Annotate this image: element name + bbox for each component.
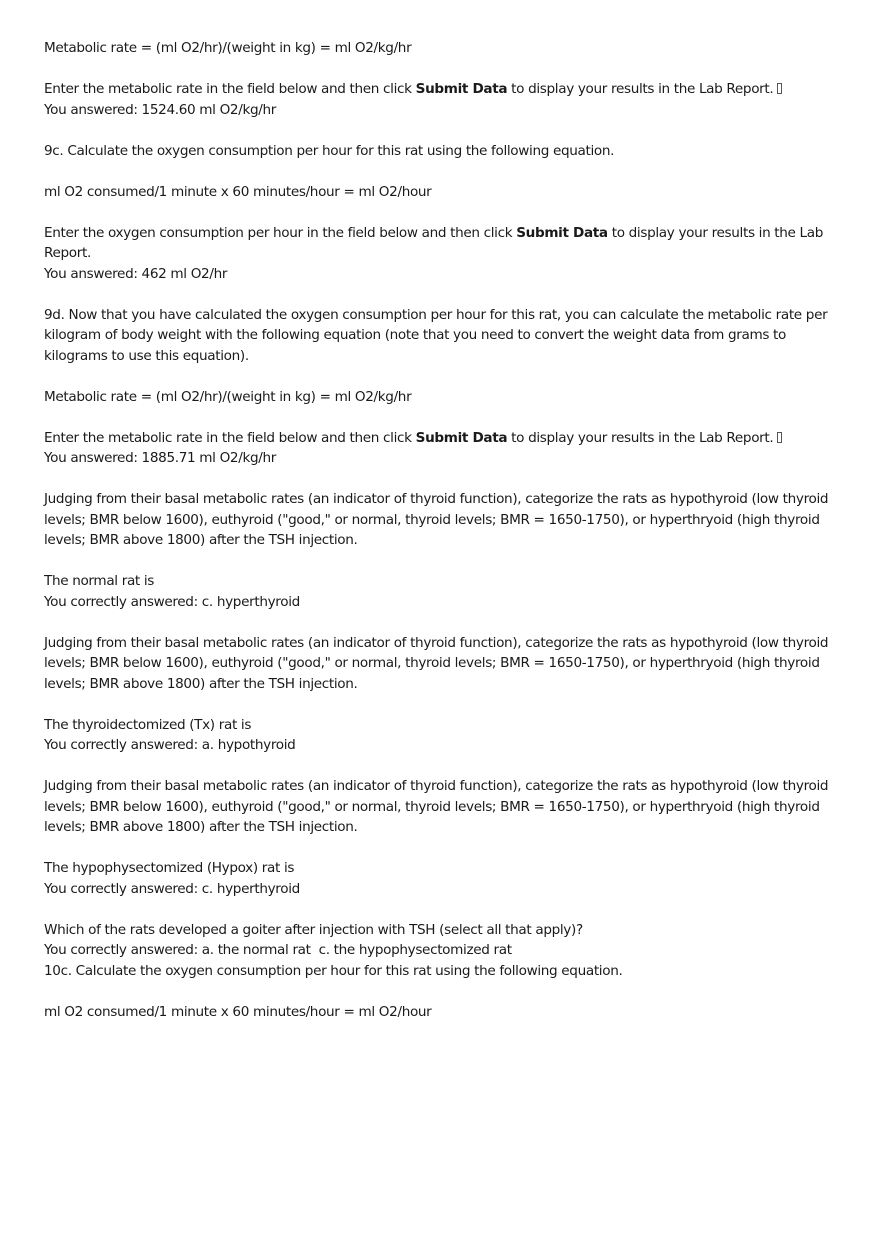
submit-data-label: Submit Data [415,429,508,446]
submit-data-label: Submit Data [516,224,608,241]
lab-report-page [44,38,834,1022]
answer-text: You answered: 462 ml O2/hr [44,265,228,282]
submit-instruction: Enter the metabolic rate in the field below and then click Submit Data to display your results in the Lab Report. [44,79,834,100]
question-9d: 9d. Now that you have calculated the oxygen consumption per hour for this rat, you can calculate the metabolic rate per kilogram of body weight with the following equation (note that you need to convert the weight data from grams to kilograms to use this equation). [44,306,828,364]
oxygen-consumption-equation: ml O2 consumed/1 minute x 60 minutes/hour = ml O2/hour [44,1003,432,1020]
metabolic-rate-equation: Metabolic rate = (ml O2/hr)/(weight in kg) = ml O2/kg/hr [44,388,412,405]
submit-instruction: Enter the metabolic rate in the field below and then click Submit Data to display your results in the Lab Report. [44,428,834,449]
tx-rat-prompt: The thyroidectomized (Tx) rat is [44,716,252,733]
normal-rat-prompt: The normal rat is [44,573,155,589]
question-10c: 10c. Calculate the oxygen consumption per hour for this rat using the following equation. [44,962,623,979]
answer-text: You answered: 1885.71 ml O2/kg/hr [44,450,276,466]
missing-glyph-icon [777,432,782,443]
answer-text: You correctly answered: a. the normal rat c. the hypophysectomized rat [44,942,512,958]
question-9c: 9c. Calculate the oxygen consumption per hour for this rat using the following equation. [44,142,615,159]
oxygen-consumption-equation: ml O2 consumed/1 minute x 60 minutes/hour = ml O2/hour [44,183,432,200]
metabolic-rate-equation: Metabolic rate = (ml O2/hr)/(weight in kg) = ml O2/kg/hr [44,40,412,56]
bmr-categorize-question: Judging from their basal metabolic rates (an indicator of thyroid function), categorize the rats as hypothyroid (low thyroid levels; BMR below 1600), euthyroid ("good," or normal, thyroid levels; BMR = 1650-1750), or hyperthryoid (high thyroid levels; BMR above 1800) after the TSH injection. [44,491,829,548]
hypox-rat-prompt: The hypophysectomized (Hypox) rat is [44,860,295,876]
answer-text: You correctly answered: c. hyperthyroid [44,593,300,610]
missing-glyph-icon [777,83,782,94]
answer-text: You correctly answered: c. hyperthyroid [44,880,300,897]
goiter-question: Which of the rats developed a goiter after injection with TSH (select all that apply)? [44,921,583,938]
bmr-categorize-question: Judging from their basal metabolic rates (an indicator of thyroid function), categorize the rats as hypothyroid (low thyroid levels; BMR below 1600), euthyroid ("good," or normal, thyroid levels; BMR = 1650-1750), or hyperthryoid (high thyroid levels; BMR above 1800) after the TSH injection. [44,778,829,835]
bmr-categorize-question: Judging from their basal metabolic rates (an indicator of thyroid function), categorize the rats as hypothyroid (low thyroid levels; BMR below 1600), euthyroid ("good," or normal, thyroid levels; BMR = 1650-1750), or hyperthryoid (high thyroid levels; BMR above 1800) after the TSH injection. [44,634,829,692]
answer-text: You correctly answered: a. hypothyroid [44,737,296,753]
submit-instruction: Enter the oxygen consumption per hour in the field below and then click Submit Data to display your results in the Lab Report. [44,224,824,261]
submit-data-label: Submit Data [415,81,508,97]
answer-text: You answered: 1524.60 ml O2/kg/hr [44,101,276,118]
